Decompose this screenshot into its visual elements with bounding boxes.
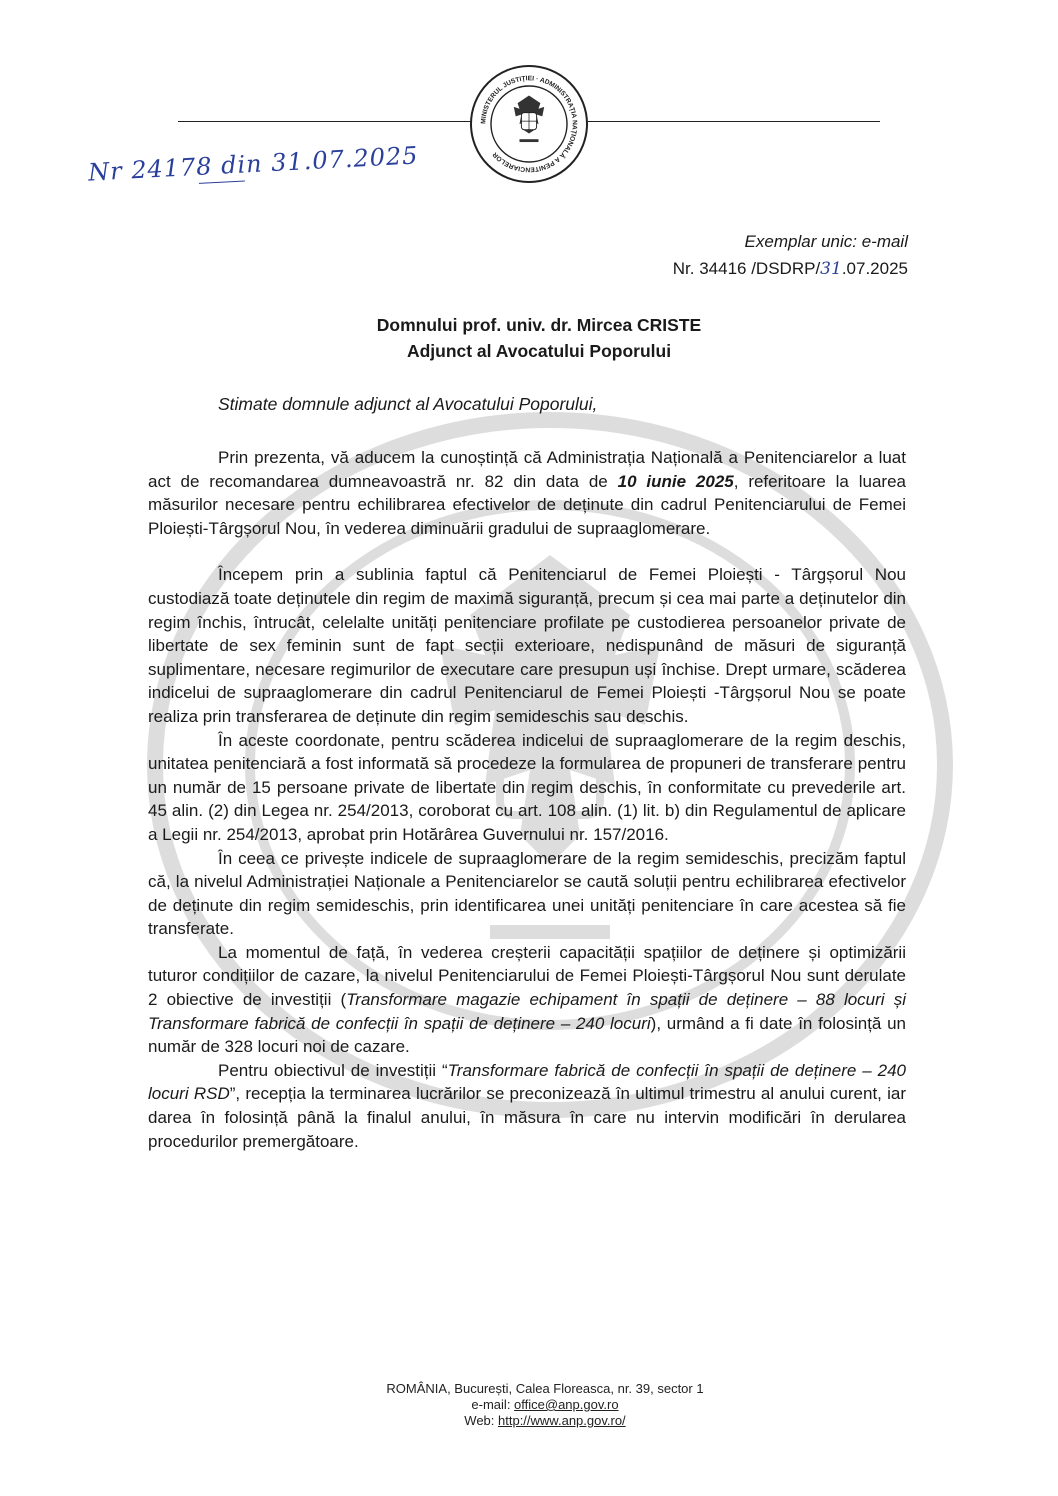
footer-address: ROMÂNIA, București, Calea Floreasca, nr. 39, sector 1 <box>386 1381 704 1396</box>
footer-email-link[interactable]: office@anp.gov.ro <box>514 1397 619 1412</box>
footer-web-link[interactable]: http://www.anp.gov.ro/ <box>498 1413 626 1428</box>
handwritten-registration-number: Nr 24178 din 31.07.2025 <box>87 141 420 187</box>
paragraph-4: În ceea ce privește indicele de supraaglomerare de la regim semideschis, precizăm faptul că, la nivelul Administrației Naționale a Penitenciarelor se caută soluții pentru echilibrarea efectivelor de deținute din regim semideschis, prin identificarea unei unități penitenciare în care acestea să fie transferate. <box>148 848 906 939</box>
salutation: Stimate domnule adjunct al Avocatului Poporului, <box>218 394 598 414</box>
footer-web-line: Web: http://www.anp.gov.ro/ <box>464 1413 626 1428</box>
svg-text:MINISTERUL JUSTIȚIEI · ADMINIS: MINISTERUL JUSTIȚIEI · ADMINISTRAȚIA NAȚIONALĂ A PENITENCIARELOR <box>480 75 578 173</box>
addressee-name: Domnului prof. univ. dr. Mircea CRISTE <box>376 315 702 335</box>
paragraph-1: Prin prezenta, vă aducem la cunoștință că Administrația Națională a Penitenciarelor a luat act de recomandarea dumneavoastră nr. 82 din data de 10 iunie 2025, referitoare la luarea măsurilor necesare pentru echilibrarea efectivelor de deținute din cadrul Penitenciarului de Femei Ploiești-Târgșorul Nou, în vederea diminuării gradului de supraaglomerare. <box>148 448 906 538</box>
footer-email-line: e-mail: office@anp.gov.ro <box>471 1397 619 1412</box>
paragraph-2: Începem prin a sublinia faptul că Penitenciarul de Femei Ploiești - Târgșorul Nou custodiază toate deținutele din regim de maximă siguranță, precum și cea mai parte a deținutelor din regim închis, întrucât, celelalte unități penitenciare profilate pe custodierea persoanelor private de libertate de sex feminin sunt de fapt secții exterioare, nedispunând de măsuri de siguranță suplimentare, necesare regimurilor de executare care presupun uși închise. Drept urmare, scăderea indicelui de supraaglomerare din cadrul Penitenciarul de Femei Ploiești -Târgșorul Nou se poate realiza prin transferarea de deținute din regim semideschis sau deschis. <box>148 565 906 726</box>
addressee-block <box>0 312 1058 364</box>
addressee-title: Adjunct al Avocatului Poporului <box>406 341 672 361</box>
paragraph-3: În aceste coordonate, pentru scăderea indicelui de supraaglomerare de la regim deschis, unitatea penitenciară a fost informată să procedeze la formularea de propuneri de transferare pentru un număr de 15 persoane private de libertate din regim deschis, în conformitate cu prevederile art. 45 alin. (2) din Legea nr. 254/2013, coroborat cu art. 108 alin. (1) lit. b) din Regulamentul de aplicare a Legii nr. 254/2013, aprobat prin Hotărârea Guvernului nr. 157/2016. <box>148 730 906 844</box>
institution-seal <box>470 65 588 183</box>
handwritten-underline <box>199 180 245 183</box>
letter-body <box>148 446 906 1153</box>
paragraph-5: La momentul de față, în vederea creșterii capacității spațiilor de deținere și optimizării tuturor condițiilor de cazare, la nivelul Penitenciarului de Femei Ploiești-Târgșorul Nou sunt derulate 2 obiective de investiții (Transformare magazie echipament în spații de deținere – 88 locuri și Transformare fabrică de confecții în spații de deținere – 240 locuri), urmând a fi date în folosință un număr de 328 locuri noi de cazare. <box>148 942 906 1057</box>
reference-number: Nr. 34416 /DSDRP/31.07.2025 <box>672 259 908 279</box>
exemplar-note: Exemplar unic: e-mail <box>744 232 908 251</box>
paragraph-6: Pentru obiectivul de investiții “Transformare fabrică de confecții în spații de deținere – 240 locuri RSD”, recepția la terminarea lucrărilor se preconizează în ultimul trimestru al anului curent, iar darea în folosință până la finalul anului, în măsura în care nu intervin modificări în derularea procedurilor premergătoare. <box>148 1060 906 1151</box>
handwritten-day: 31 <box>820 259 842 279</box>
footer <box>0 1381 1058 1429</box>
